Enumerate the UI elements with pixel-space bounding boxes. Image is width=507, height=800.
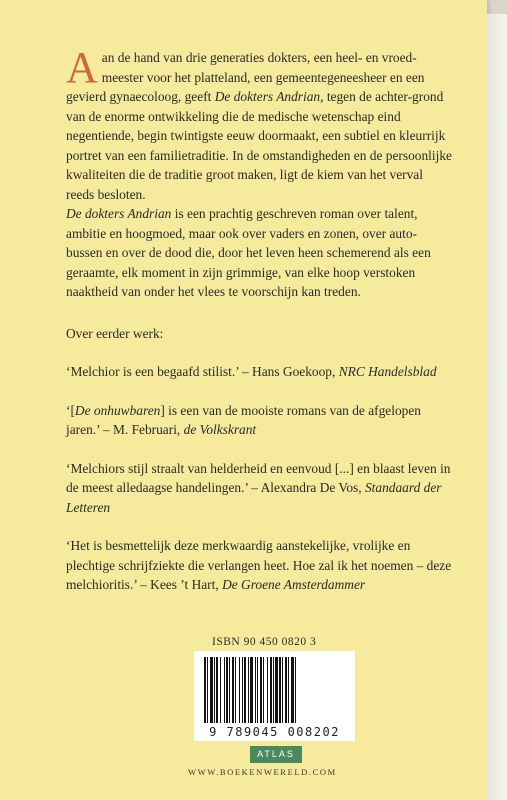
over-eerder-werk-heading: Over eerder werk:: [66, 325, 164, 341]
blurb-text: [66, 43, 452, 595]
barcode-number: 9 789045 008202: [209, 725, 340, 739]
publisher-logo: ATLAS: [250, 746, 302, 763]
review-quote: ‘Melchiors stijl straalt van helderheid en eenvoud [...] en blaast leven in de meest alledaagse handelingen.’ – Alexandra De Vos, Standaard der Letteren: [66, 460, 451, 515]
publisher-website: WWW.BOEKENWERELD.COM: [188, 767, 337, 777]
isbn: ISBN 90 450 0820 3: [212, 636, 317, 648]
review-quote: ‘Melchior is een begaafd stilist.’ – Hans Goekoop, NRC Handelsblad: [66, 364, 437, 379]
page-edge: [487, 14, 507, 800]
blurb-paragraph-2: De dokters Andrian is een prachtig geschreven roman over talent, ambitie en hoogmoed, maar ook over vaders en zonen, over auto-bussen en over de dood die, door het leven heen schemerend als een geraamte, elk moment in zijn grimmige, van elke hoop verstoken naaktheid van onder het vlees te voorschijn kan treden.: [66, 206, 431, 299]
review-quote: ‘Het is besmettelijk deze merkwaardig aanstekelijke, vrolijke en plechtige schrijfziekte die verlangen heet. Hoe zal ik het noemen – deze melchioritis.’ – Kees ’t Hart, De Groene Amsterdammer: [66, 538, 452, 592]
drop-cap: A: [66, 43, 98, 92]
barcode: [194, 651, 355, 741]
barcode-bars: [204, 657, 345, 723]
review-quote: ‘[De onhuwbaren] is een van de mooiste romans van de afgelopen jaren.’ – M. Februari, de Volkskrant: [66, 402, 422, 437]
blurb-paragraph-1: Aan de hand van drie generaties dokters, een heel- en vroed-meester voor het platteland, een gemeentegeneesheer en een gevierd gynaecoloog, geeft De dokters Andrian, tegen de achter-grond van de enorme ontwikkeling die de medische wetenschap eind negentiende, begin twintigste eeuw doormaakt, een subtiel en kleurrijk portret van een familietraditie. In de omstandigheden en de persoonlijke kwaliteiten die de traditie groot maken, ligt de kiem van het verval reeds besloten.: [66, 43, 452, 202]
